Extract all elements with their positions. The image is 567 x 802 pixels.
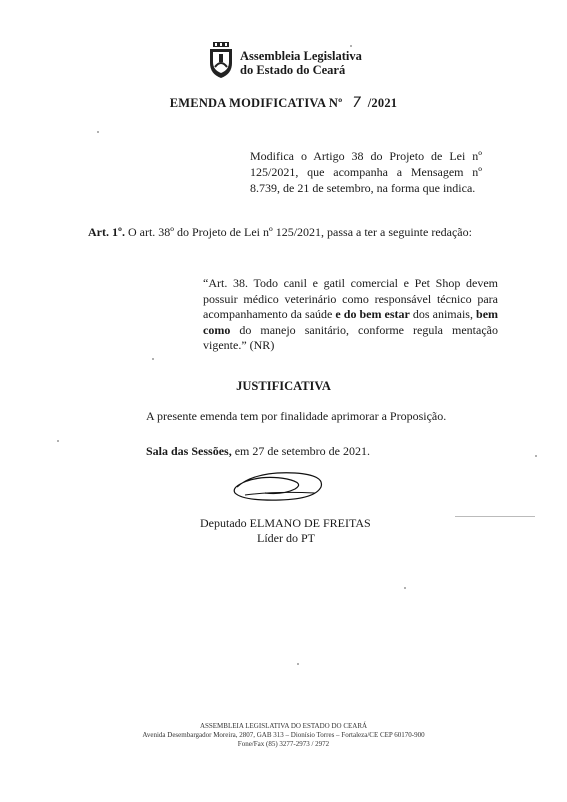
- signatory-name: Deputado ELMANO DE FREITAS: [200, 516, 371, 530]
- signatory-block: [200, 516, 390, 546]
- footer-line1: ASSEMBLEIA LEGISLATIVA DO ESTADO DO CEARÁ: [199, 722, 368, 730]
- scan-speck: [152, 358, 154, 360]
- title-year: /2021: [367, 96, 398, 110]
- scan-speck: [350, 45, 352, 47]
- article-text: O art. 38º do Projeto de Lei nº 125/2021, passa a ter a seguinte redação:: [127, 225, 472, 239]
- article-label: Art. 1º.: [88, 225, 125, 239]
- scan-speck: [297, 663, 299, 665]
- institution-name: [240, 49, 362, 77]
- session-line: [146, 444, 370, 459]
- quote-part2: dos animais,: [412, 307, 473, 321]
- scan-artifact-line: [455, 516, 535, 517]
- scan-speck: [57, 440, 59, 442]
- handwritten-signature: [225, 465, 335, 505]
- amendment-title: [0, 95, 567, 111]
- quote-bold2: bem como: [203, 307, 499, 337]
- justification-heading: JUSTIFICATIVA: [236, 379, 331, 393]
- scan-speck: [97, 131, 99, 133]
- institution-line2: do Estado do Ceará: [240, 63, 346, 77]
- justification-text: A presente emenda tem por finalidade aprimorar a Proposição.: [146, 409, 447, 423]
- scan-speck: [535, 455, 537, 457]
- session-label: Sala das Sessões,: [146, 444, 232, 458]
- footer-line2: Avenida Desembargador Moreira, 2807, GAB 313 – Dionísio Torres – Fortaleza/CE CEP 60170-900: [142, 731, 425, 739]
- quote-part1: “Art. 38. Todo canil e gatil comercial e Pet Shop devem possuir médico veterinário como responsável técnico para acompanhamento da saúde: [203, 276, 498, 321]
- article-1: [88, 225, 508, 240]
- footer-line3: Fone/Fax (85) 3277-2973 / 2972: [237, 740, 330, 748]
- ementa-paragraph: Modifica o Artigo 38 do Projeto de Lei nº 125/2021, que acompanha a Mensagem nº 8.739, de 21 de setembro, na forma que indica.: [250, 149, 482, 195]
- session-date: em 27 de setembro de 2021.: [234, 444, 370, 458]
- institution-line1: Assembleia Legislativa: [240, 49, 362, 63]
- page-footer: [0, 722, 567, 749]
- quote-bold1: e do bem estar: [335, 307, 410, 321]
- title-prefix: EMENDA MODIFICATIVA Nº: [169, 96, 343, 110]
- assembly-coat-of-arms-icon: [207, 41, 235, 79]
- scan-speck: [404, 587, 406, 589]
- article-38-quote: [203, 276, 498, 354]
- amendment-number: 7: [352, 95, 362, 111]
- signatory-role: Líder do PT: [257, 531, 315, 545]
- quote-part3: do manejo sanitário, conforme regula mentação vigente.” (NR): [203, 322, 498, 352]
